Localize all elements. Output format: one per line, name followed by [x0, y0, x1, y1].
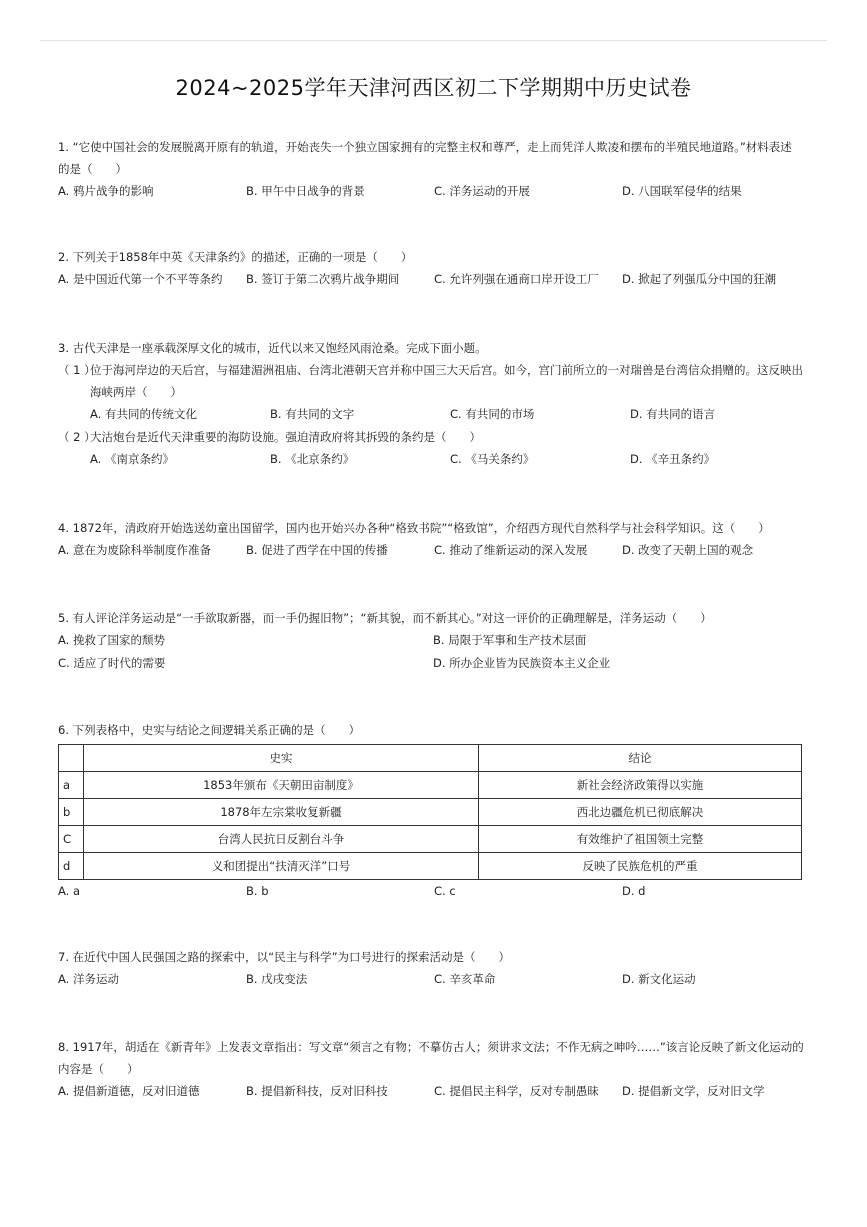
subquestion-2-text: 大沽炮台是近代天津重要的海防设施。强迫清政府将其拆毁的条约是（ ） — [90, 430, 481, 444]
option-a[interactable]: A. 是中国近代第一个不平等条约 — [58, 272, 223, 286]
subquestion-1-text: 位于海河岸边的天后宫，与福建湄洲祖庙、台湾北港朝天宫并称中国三大天后宫。如今，宫门前所立的一对瑞兽是台湾信众捐赠的。这反映出 — [90, 363, 803, 377]
option-d[interactable]: D. d — [622, 884, 646, 898]
table-cell: 1853年颁布《天朝田亩制度》 — [84, 772, 479, 799]
table-header-row — [59, 745, 802, 772]
option-a[interactable]: A. 挽救了国家的颓势 — [58, 633, 165, 647]
question-6-options — [58, 880, 808, 903]
option-b[interactable]: B. 甲午中日战争的背景 — [246, 184, 365, 198]
question-1-text: 1. “它使中国社会的发展脱离开原有的轨道，开始丧失一个独立国家拥有的完整主权和尊严，走上而凭洋人欺凌和摆布的半殖民地道路。”材料表述 — [58, 140, 792, 154]
option-a[interactable]: A. 有共同的传统文化 — [90, 407, 197, 421]
option-d[interactable]: D. 改变了天朝上国的观念 — [622, 543, 754, 557]
table-cell: 1878年左宗棠收复新疆 — [84, 799, 479, 826]
table-cell: 西北边疆危机已彻底解决 — [479, 799, 802, 826]
question-2-text: 2. 下列关于1858年中英《天津条约》的描述，正确的一项是（ ） — [58, 250, 413, 264]
option-b[interactable]: B. 《北京条约》 — [270, 452, 355, 466]
option-c[interactable]: C. 允许列强在通商口岸开设工厂 — [434, 272, 599, 286]
question-6 — [58, 719, 808, 903]
question-8-text-cont: 内容是（ ） — [58, 1062, 139, 1076]
option-c[interactable]: C. 推动了维新运动的深入发展 — [434, 543, 588, 557]
option-c[interactable]: C. c — [434, 884, 456, 898]
option-d[interactable]: D. 所办企业皆为民族资本主义企业 — [433, 656, 611, 670]
option-c[interactable]: C. 有共同的市场 — [450, 407, 535, 421]
table-row — [59, 853, 802, 880]
question-7-options — [58, 968, 808, 991]
question-7 — [58, 946, 808, 991]
option-a[interactable]: A. a — [58, 884, 81, 898]
question-5-text: 5. 有人评论洋务运动是“一手欲取新器，而一手仍握旧物”；“新其貌，而不新其心。”对这一评价的正确理解是，洋务运动（ ） — [58, 611, 712, 625]
question-5 — [58, 607, 808, 675]
table-row — [59, 799, 802, 826]
table-cell: 台湾人民抗日反割台斗争 — [84, 826, 479, 853]
subquestion-2-options — [58, 448, 808, 471]
question-4 — [58, 517, 808, 562]
option-d[interactable]: D. 提倡新文学，反对旧文学 — [622, 1084, 765, 1098]
table-cell: 新社会经济政策得以实施 — [479, 772, 802, 799]
option-a[interactable]: A. 提倡新道德，反对旧道德 — [58, 1084, 200, 1098]
question-6-text: 6. 下列表格中，史实与结论之间逻辑关系正确的是（ ） — [58, 723, 361, 737]
option-d[interactable]: D. 有共同的语言 — [630, 407, 716, 421]
option-b[interactable]: B. 提倡新科技，反对旧科技 — [246, 1084, 388, 1098]
option-c[interactable]: C. 辛亥革命 — [434, 972, 496, 986]
question-2 — [58, 246, 808, 291]
option-c[interactable]: C. 《马关条约》 — [450, 452, 535, 466]
table-cell: 反映了民族危机的严重 — [479, 853, 802, 880]
question-1-text-cont: 的是（ ） — [58, 162, 127, 176]
option-d[interactable]: D. 《辛丑条约》 — [630, 452, 716, 466]
option-c[interactable]: C. 洋务运动的开展 — [434, 184, 530, 198]
top-divider — [40, 40, 827, 41]
option-d[interactable]: D. 八国联军侵华的结果 — [622, 184, 742, 198]
question-3 — [58, 337, 808, 471]
option-a[interactable]: A. 洋务运动 — [58, 972, 119, 986]
table-header-cell: 史实 — [84, 745, 479, 772]
option-b[interactable]: B. 局限于军事和生产技术层面 — [433, 633, 587, 647]
subquestion-1 — [58, 359, 808, 381]
table-header-cell: 结论 — [479, 745, 802, 772]
table-row — [59, 772, 802, 799]
table-cell: 有效维护了祖国领土完整 — [479, 826, 802, 853]
question-1 — [58, 136, 808, 203]
table-cell: C — [59, 826, 84, 853]
question-7-text: 7. 在近代中国人民强国之路的探索中，以“民主与科学”为口号进行的探索活动是（ ） — [58, 950, 511, 964]
table-cell: 义和团提出“扶清灭洋”口号 — [84, 853, 479, 880]
question-4-options — [58, 539, 808, 562]
question-8-options — [58, 1080, 808, 1103]
question-3-text: 3. 古代天津是一座承载深厚文化的城市，近代以来又饱经风雨沧桑。完成下面小题。 — [58, 341, 487, 355]
question-1-options — [58, 180, 808, 203]
option-b[interactable]: B. 签订于第二次鸦片战争期间 — [246, 272, 400, 286]
option-b[interactable]: B. 促进了西学在中国的传播 — [246, 543, 388, 557]
option-a[interactable]: A. 鸦片战争的影响 — [58, 184, 154, 198]
subquestion-1-options — [58, 403, 808, 426]
option-c[interactable]: C. 适应了时代的需要 — [58, 656, 166, 670]
question-5-options — [58, 629, 808, 675]
facts-conclusions-table — [58, 744, 802, 880]
option-a[interactable]: A. 《南京条约》 — [90, 452, 174, 466]
page-title: 2024~2025学年天津河西区初二下学期期中历史试卷 — [175, 76, 692, 100]
table-cell: a — [59, 772, 84, 799]
question-4-text: 4. 1872年，清政府开始选送幼童出国留学，国内也开始兴办各种“格致书院”“格致馆”，介绍西方现代自然科学与社会科学知识。这（ ） — [58, 521, 770, 535]
option-b[interactable]: B. 戊戌变法 — [246, 972, 308, 986]
question-2-options — [58, 268, 808, 291]
table-header-cell — [59, 745, 84, 772]
table-cell: d — [59, 853, 84, 880]
question-8 — [58, 1036, 808, 1103]
option-d[interactable]: D. 掀起了列强瓜分中国的狂潮 — [622, 272, 777, 286]
option-c[interactable]: C. 提倡民主科学，反对专制愚昧 — [434, 1084, 599, 1098]
subquestion-2 — [58, 426, 808, 448]
table-row — [59, 826, 802, 853]
option-b[interactable]: B. 有共同的文字 — [270, 407, 355, 421]
option-b[interactable]: B. b — [246, 884, 269, 898]
subquestion-2-number: （ 2 ） — [58, 430, 96, 444]
option-a[interactable]: A. 意在为废除科举制度作准备 — [58, 543, 211, 557]
question-8-text: 8. 1917年，胡适在《新青年》上发表文章指出：写文章“须言之有物；不摹仿古人；须讲求文法；不作无病之呻吟……”该言论反映了新文化运动的 — [58, 1040, 804, 1054]
option-d[interactable]: D. 新文化运动 — [622, 972, 696, 986]
subquestion-1-text-cont: 海峡两岸（ ） — [90, 385, 182, 399]
subquestion-1-number: （ 1 ） — [58, 363, 96, 377]
table-cell: b — [59, 799, 84, 826]
